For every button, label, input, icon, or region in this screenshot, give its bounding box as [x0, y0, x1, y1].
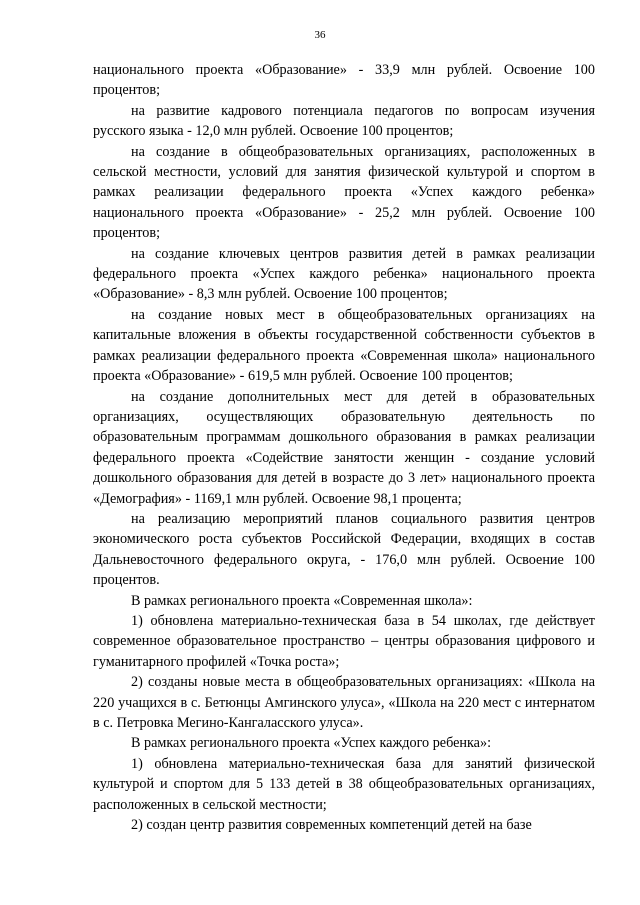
- paragraph-12: 1) обновлена материально-техническая база для занятий физической культурой и спортом для 5 133 детей в 38 общеобразовательных организациях, расположенных в сельской местности;: [93, 755, 595, 813]
- paragraph-4: на создание ключевых центров развития детей в рамках реализации федерального проекта «Успех каждого ребенка» национального проекта «Образование» - 8,3 млн рублей. Освоение 100 процентов;: [93, 245, 595, 303]
- paragraph-5: на создание новых мест в общеобразовательных организациях на капитальные вложения в объекты государственной собственности субъектов в рамках реализации федерального проекта «Современная школа» национального проекта «Образование» - 619,5 млн рублей. Освоение 100 процентов;: [93, 306, 595, 385]
- document-body: [93, 60, 595, 835]
- paragraph-1: национального проекта «Образование» - 33,9 млн рублей. Освоение 100 процентов;: [93, 62, 595, 99]
- paragraph-10: 2) созданы новые места в общеобразовательных организациях: «Школа на 220 учащихся в с. Бетюнцы Амгинского улуса», «Школа на 220 мест с интернатом в с. Петровка Мегино-Кангаласского улуса».: [93, 674, 595, 731]
- page-number: 36: [314, 29, 326, 41]
- paragraph-8: В рамках регионального проекта «Современная школа»:: [131, 592, 473, 609]
- paragraph-3: на создание в общеобразовательных организациях, расположенных в сельской местности, условий для занятия физической культурой и спортом в рамках реализации федерального проекта «Успех каждого ребенка» национального проекта «Образование» - 25,2 млн рублей. Освоение 100 процентов;: [93, 143, 595, 242]
- paragraph-6: на создание дополнительных мест для детей в образовательных организациях, осуществляющих образовательную деятельность по образовательным программам дошкольного образования в рамках реализации федерального проекта «Содействие занятости женщин - создание условий дошкольного образования для детей в возрасте до 3 лет» национального проекта «Демография» - 1169,1 млн рублей. Освоение 98,1 процента;: [93, 388, 595, 507]
- paragraph-7: на реализацию мероприятий планов социального развития центров экономического роста субъектов Российской Федерации, входящих в состав Дальневосточного федерального округа, - 176,0 млн рублей. Освоение 100 процентов.: [93, 510, 595, 589]
- paragraph-11: В рамках регионального проекта «Успех каждого ребенка»:: [131, 735, 492, 752]
- paragraph-2: на развитие кадрового потенциала педагогов по вопросам изучения русского языка - 12,0 млн рублей. Освоение 100 процентов;: [93, 102, 595, 140]
- paragraph-13: 2) создан центр развития современных компетенций детей на базе: [131, 817, 532, 834]
- paragraph-9: 1) обновлена материально-техническая база в 54 школах, где действует современное образовательное пространство – центры образования цифрового и гуманитарного профилей «Точка роста»;: [93, 612, 595, 670]
